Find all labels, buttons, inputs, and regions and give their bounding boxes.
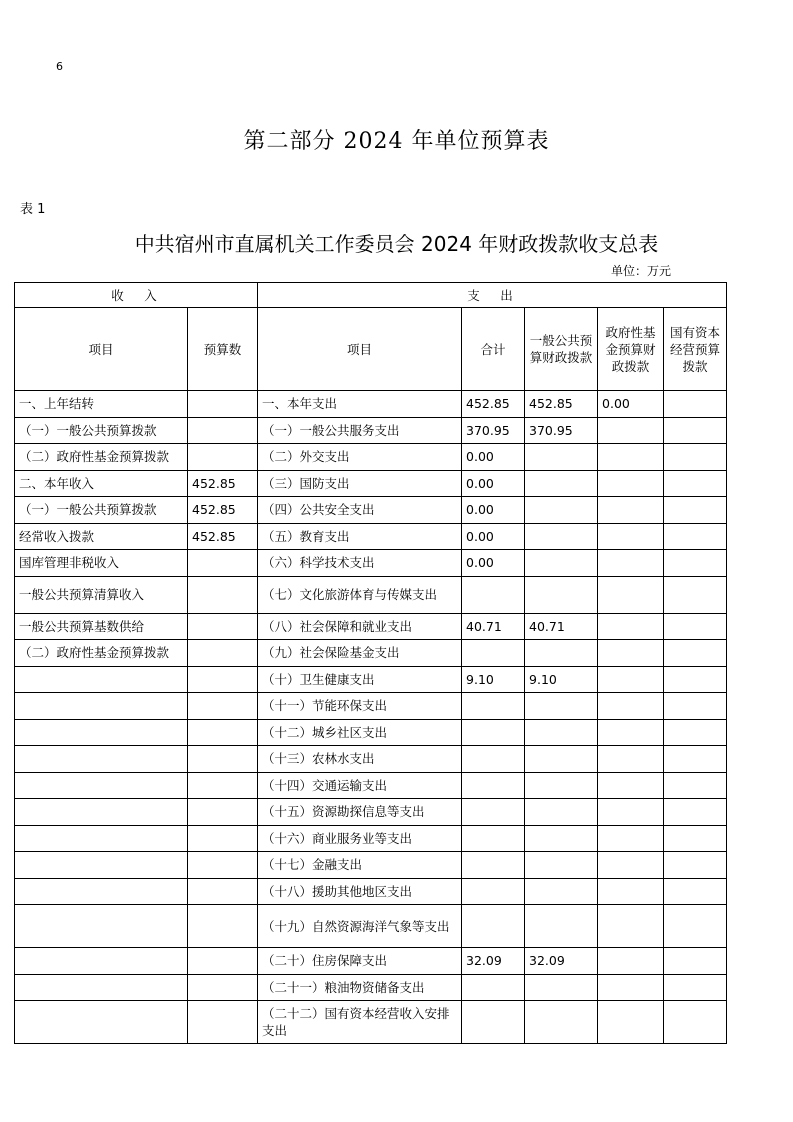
income-amount-cell xyxy=(188,948,258,975)
expenditure-item-cell: （七）文化旅游体育与传媒支出 xyxy=(258,576,462,613)
table-row xyxy=(15,666,727,693)
total-cell xyxy=(462,719,525,746)
table-row xyxy=(15,613,727,640)
total-cell xyxy=(462,693,525,720)
table-row xyxy=(15,523,727,550)
general-budget-cell xyxy=(525,497,598,524)
state-capital-cell xyxy=(664,666,727,693)
total-cell xyxy=(462,799,525,826)
state-capital-header: 国有资本经营预算拨款 xyxy=(664,308,727,391)
income-item-cell xyxy=(15,693,188,720)
general-budget-cell xyxy=(525,576,598,613)
income-item-cell xyxy=(15,948,188,975)
income-item-cell xyxy=(15,772,188,799)
expenditure-item-cell: （二十）住房保障支出 xyxy=(258,948,462,975)
general-budget-cell xyxy=(525,470,598,497)
state-capital-cell xyxy=(664,905,727,948)
table-row xyxy=(15,974,727,1001)
unit-label: 单位：万元 xyxy=(610,264,671,278)
table-row xyxy=(15,772,727,799)
table-row xyxy=(15,825,727,852)
general-budget-cell: 370.95 xyxy=(525,417,598,444)
income-amount-cell xyxy=(188,772,258,799)
state-capital-cell xyxy=(664,613,727,640)
general-budget-cell: 452.85 xyxy=(525,391,598,418)
state-capital-cell xyxy=(664,746,727,773)
total-cell: 0.00 xyxy=(462,444,525,471)
gov-fund-cell xyxy=(598,576,664,613)
gov-fund-cell xyxy=(598,613,664,640)
gov-fund-cell xyxy=(598,523,664,550)
general-budget-cell xyxy=(525,878,598,905)
general-budget-cell: 40.71 xyxy=(525,613,598,640)
expenditure-item-cell: （十三）农林水支出 xyxy=(258,746,462,773)
income-amount-cell xyxy=(188,799,258,826)
general-budget-cell xyxy=(525,444,598,471)
income-item-cell xyxy=(15,905,188,948)
gov-fund-cell xyxy=(598,550,664,577)
general-budget-cell xyxy=(525,523,598,550)
gov-fund-cell xyxy=(598,852,664,879)
expenditure-item-cell: （八）社会保障和就业支出 xyxy=(258,613,462,640)
total-cell: 370.95 xyxy=(462,417,525,444)
general-budget-cell xyxy=(525,719,598,746)
budget-table xyxy=(14,282,727,1044)
income-amount-cell xyxy=(188,444,258,471)
gov-fund-cell xyxy=(598,948,664,975)
table-row xyxy=(15,852,727,879)
table-row xyxy=(15,470,727,497)
expenditure-item-cell: （十一）节能环保支出 xyxy=(258,693,462,720)
expenditure-item-header: 项目 xyxy=(258,308,462,391)
table-row xyxy=(15,746,727,773)
state-capital-cell xyxy=(664,974,727,1001)
table-row xyxy=(15,719,727,746)
income-amount-cell xyxy=(188,1001,258,1044)
total-cell: 9.10 xyxy=(462,666,525,693)
total-cell: 0.00 xyxy=(462,550,525,577)
total-cell xyxy=(462,640,525,667)
expenditure-item-cell: （十五）资源勘探信息等支出 xyxy=(258,799,462,826)
expenditure-item-cell: （一）一般公共服务支出 xyxy=(258,417,462,444)
income-amount-cell xyxy=(188,719,258,746)
expenditure-item-cell: （十八）援助其他地区支出 xyxy=(258,878,462,905)
state-capital-cell xyxy=(664,852,727,879)
income-amount-cell xyxy=(188,746,258,773)
gov-fund-cell xyxy=(598,905,664,948)
state-capital-cell xyxy=(664,391,727,418)
budget-amount-header: 预算数 xyxy=(188,308,258,391)
total-cell: 452.85 xyxy=(462,391,525,418)
state-capital-cell xyxy=(664,825,727,852)
state-capital-cell xyxy=(664,693,727,720)
table-row xyxy=(15,417,727,444)
general-budget-cell: 9.10 xyxy=(525,666,598,693)
general-budget-header: 一般公共预算财政拨款 xyxy=(525,308,598,391)
income-header: 收 入 xyxy=(15,283,258,308)
expenditure-item-cell: （二）外交支出 xyxy=(258,444,462,471)
table-row xyxy=(15,948,727,975)
gov-fund-cell xyxy=(598,799,664,826)
expenditure-header: 支 出 xyxy=(258,283,727,308)
expenditure-item-cell: （十）卫生健康支出 xyxy=(258,666,462,693)
income-amount-cell xyxy=(188,852,258,879)
page-number: 6 xyxy=(56,60,63,73)
gov-fund-cell xyxy=(598,444,664,471)
expenditure-item-cell: （十九）自然资源海洋气象等支出 xyxy=(258,905,462,948)
state-capital-cell xyxy=(664,772,727,799)
total-cell xyxy=(462,974,525,1001)
gov-fund-cell xyxy=(598,1001,664,1044)
total-header: 合计 xyxy=(462,308,525,391)
state-capital-cell xyxy=(664,417,727,444)
table-row xyxy=(15,640,727,667)
table-row xyxy=(15,391,727,418)
gov-fund-cell xyxy=(598,772,664,799)
total-cell: 32.09 xyxy=(462,948,525,975)
expenditure-item-cell: （二十一）粮油物资储备支出 xyxy=(258,974,462,1001)
general-budget-cell xyxy=(525,746,598,773)
income-item-cell: 一、上年结转 xyxy=(15,391,188,418)
income-amount-cell xyxy=(188,550,258,577)
total-cell: 0.00 xyxy=(462,470,525,497)
total-cell xyxy=(462,825,525,852)
table-number: 表 1 xyxy=(20,202,46,217)
total-cell: 0.00 xyxy=(462,523,525,550)
general-budget-cell xyxy=(525,799,598,826)
expenditure-item-cell: （十七）金融支出 xyxy=(258,852,462,879)
total-cell xyxy=(462,905,525,948)
income-item-cell xyxy=(15,719,188,746)
income-amount-cell: 452.85 xyxy=(188,523,258,550)
table-row xyxy=(15,693,727,720)
state-capital-cell xyxy=(664,719,727,746)
income-amount-cell xyxy=(188,825,258,852)
gov-fund-cell xyxy=(598,497,664,524)
income-amount-cell xyxy=(188,878,258,905)
table-title: 中共宿州市直属机关工作委员会 2024 年财政拨款收支总表 xyxy=(134,232,659,256)
state-capital-cell xyxy=(664,640,727,667)
income-amount-cell xyxy=(188,905,258,948)
expenditure-item-cell: （二十二）国有资本经营收入安排支出 xyxy=(258,1001,462,1044)
state-capital-cell xyxy=(664,948,727,975)
table-row xyxy=(15,905,727,948)
state-capital-cell xyxy=(664,1001,727,1044)
expenditure-item-cell: （十六）商业服务业等支出 xyxy=(258,825,462,852)
income-item-cell xyxy=(15,1001,188,1044)
expenditure-item-cell: （九）社会保险基金支出 xyxy=(258,640,462,667)
gov-fund-cell xyxy=(598,693,664,720)
income-item-cell: 一般公共预算基数供给 xyxy=(15,613,188,640)
gov-fund-cell xyxy=(598,974,664,1001)
expenditure-item-cell: （五）教育支出 xyxy=(258,523,462,550)
gov-fund-header: 政府性基金预算财政拨款 xyxy=(598,308,664,391)
general-budget-cell xyxy=(525,640,598,667)
expenditure-item-cell: （六）科学技术支出 xyxy=(258,550,462,577)
expenditure-item-cell: （十四）交通运输支出 xyxy=(258,772,462,799)
income-amount-cell xyxy=(188,391,258,418)
income-amount-cell xyxy=(188,666,258,693)
table-row xyxy=(15,878,727,905)
total-cell xyxy=(462,746,525,773)
section-title: 第二部分 2024 年单位预算表 xyxy=(243,129,550,154)
header-row-columns xyxy=(15,308,727,391)
income-amount-cell xyxy=(188,693,258,720)
income-amount-cell xyxy=(188,974,258,1001)
income-item-cell: 经常收入拨款 xyxy=(15,523,188,550)
income-item-cell: 一般公共预算清算收入 xyxy=(15,576,188,613)
expenditure-item-cell: （四）公共安全支出 xyxy=(258,497,462,524)
general-budget-cell: 32.09 xyxy=(525,948,598,975)
table-row xyxy=(15,1001,727,1044)
income-item-cell xyxy=(15,666,188,693)
income-item-cell: （一）一般公共预算拨款 xyxy=(15,497,188,524)
total-cell xyxy=(462,576,525,613)
income-amount-cell xyxy=(188,640,258,667)
general-budget-cell xyxy=(525,772,598,799)
gov-fund-cell xyxy=(598,470,664,497)
general-budget-cell xyxy=(525,550,598,577)
state-capital-cell xyxy=(664,799,727,826)
general-budget-cell xyxy=(525,852,598,879)
income-amount-cell xyxy=(188,576,258,613)
gov-fund-cell xyxy=(598,417,664,444)
gov-fund-cell xyxy=(598,825,664,852)
state-capital-cell xyxy=(664,878,727,905)
income-item-cell: （二）政府性基金预算拨款 xyxy=(15,444,188,471)
gov-fund-cell xyxy=(598,640,664,667)
income-item-cell: 二、本年收入 xyxy=(15,470,188,497)
income-item-cell xyxy=(15,852,188,879)
total-cell xyxy=(462,852,525,879)
total-cell: 0.00 xyxy=(462,497,525,524)
gov-fund-cell: 0.00 xyxy=(598,391,664,418)
general-budget-cell xyxy=(525,974,598,1001)
state-capital-cell xyxy=(664,576,727,613)
income-amount-cell: 452.85 xyxy=(188,470,258,497)
state-capital-cell xyxy=(664,444,727,471)
state-capital-cell xyxy=(664,497,727,524)
state-capital-cell xyxy=(664,523,727,550)
expenditure-item-cell: 一、本年支出 xyxy=(258,391,462,418)
general-budget-cell xyxy=(525,693,598,720)
expenditure-item-cell: （十二）城乡社区支出 xyxy=(258,719,462,746)
income-item-cell xyxy=(15,746,188,773)
gov-fund-cell xyxy=(598,666,664,693)
state-capital-cell xyxy=(664,550,727,577)
total-cell xyxy=(462,878,525,905)
income-amount-cell xyxy=(188,417,258,444)
income-item-cell xyxy=(15,974,188,1001)
income-item-cell xyxy=(15,878,188,905)
table-row xyxy=(15,497,727,524)
table-row xyxy=(15,576,727,613)
expenditure-item-cell: （三）国防支出 xyxy=(258,470,462,497)
income-item-cell xyxy=(15,799,188,826)
header-row-top xyxy=(15,283,727,308)
income-amount-cell: 452.85 xyxy=(188,497,258,524)
table-row xyxy=(15,799,727,826)
income-item-cell: 国库管理非税收入 xyxy=(15,550,188,577)
income-item-cell: （二）政府性基金预算拨款 xyxy=(15,640,188,667)
total-cell: 40.71 xyxy=(462,613,525,640)
income-item-header: 项目 xyxy=(15,308,188,391)
table-row xyxy=(15,444,727,471)
general-budget-cell xyxy=(525,825,598,852)
total-cell xyxy=(462,1001,525,1044)
income-item-cell: （一）一般公共预算拨款 xyxy=(15,417,188,444)
total-cell xyxy=(462,772,525,799)
gov-fund-cell xyxy=(598,746,664,773)
table-row xyxy=(15,550,727,577)
income-amount-cell xyxy=(188,613,258,640)
gov-fund-cell xyxy=(598,719,664,746)
gov-fund-cell xyxy=(598,878,664,905)
general-budget-cell xyxy=(525,905,598,948)
income-item-cell xyxy=(15,825,188,852)
state-capital-cell xyxy=(664,470,727,497)
general-budget-cell xyxy=(525,1001,598,1044)
